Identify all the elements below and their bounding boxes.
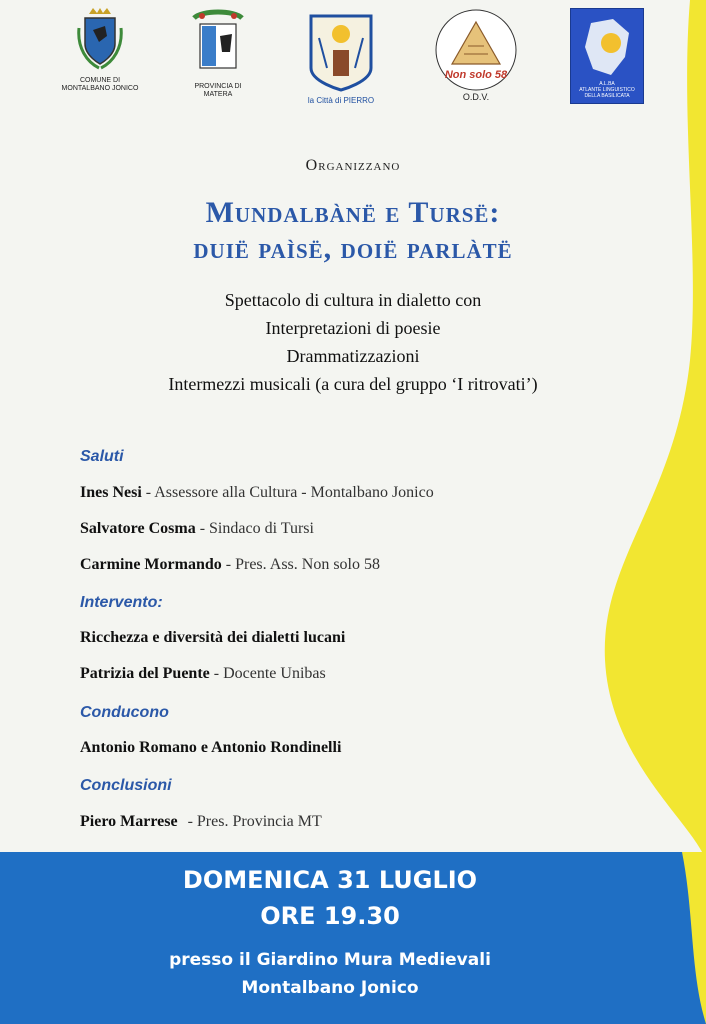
basilicata-map-icon (571, 13, 643, 83)
description-line: Intermezzi musicali (a cura del gruppo ‘I ritrovati’) (168, 374, 538, 394)
speaker-role: - Assessore alla Cultura - Montalbano Jonico (145, 484, 434, 501)
event-date: DOMENICA 31 LUGLIO (182, 866, 478, 894)
event-place-line-2: Montalbano Jonico (241, 978, 419, 998)
logo-non-solo-58 (428, 8, 524, 101)
logo-caption: MATERA (203, 91, 233, 98)
program-entry (80, 520, 314, 538)
logo-caption: Non solo 58 (444, 69, 508, 81)
logo-citta-di-pierro (296, 8, 386, 105)
montalbano-coat-of-arms-icon (77, 8, 123, 72)
atlante-linguistico-basilicata-logo-icon (570, 8, 644, 104)
speaker-name: Carmine Mormando (80, 556, 222, 573)
hosts-names: Antonio Romano e Antonio Rondinelli (80, 739, 342, 756)
title-line-2: duië paìsë, doië parlàtë (193, 232, 513, 265)
logo-caption: MONTALBANO JONICO (61, 85, 139, 92)
logo-atlante-linguistico (570, 8, 644, 104)
section-label-intervento: Intervento: (80, 594, 163, 611)
speaker-name: Patrizia del Puente (80, 665, 210, 682)
logo-montalbano (60, 8, 140, 93)
event-place-line-1: presso il Giardino Mura Medievali (169, 950, 491, 970)
speaker-role: - Sindaco di Tursi (199, 520, 314, 537)
section-label-conclusioni: Conclusioni (80, 777, 172, 794)
logo-caption: O.D.V. (462, 92, 490, 102)
topic-title: Ricchezza e diversità dei dialetti lucani (80, 629, 346, 646)
intervento-topic (80, 629, 345, 647)
event-info-band (0, 852, 706, 1024)
organizzano-label: Organizzano (305, 157, 401, 174)
provincia-matera-coat-of-arms-icon (188, 8, 248, 78)
non-solo-58-logo-icon (434, 8, 518, 92)
speaker-role: - Docente Unibas (213, 665, 326, 682)
program-entry (80, 484, 434, 502)
citta-di-pierro-emblem-icon (305, 8, 377, 92)
description-line: Drammatizzazioni (286, 346, 420, 366)
program-entry (80, 665, 326, 683)
speaker-name: Piero Marrese (80, 813, 178, 830)
speaker-name: Ines Nesi (80, 484, 142, 501)
speaker-role: - Pres. Ass. Non solo 58 (225, 556, 380, 573)
logo-caption: ATLANTE LINGUISTICO DELLA BASILICATA (579, 87, 635, 99)
title-line-1: Mundalbànë e Tursë: (205, 196, 501, 229)
logo-provincia-matera (180, 8, 256, 99)
speaker-name: Salvatore Cosma (80, 520, 196, 537)
logo-caption: A.L.BA (599, 81, 615, 87)
logo-caption: PROVINCIA DI (194, 83, 242, 90)
logo-caption: la Città di PIERRO (307, 96, 375, 105)
event-time: ORE 19.30 (260, 902, 400, 930)
description-line: Spettacolo di cultura in dialetto con (224, 290, 482, 310)
program-entry (80, 556, 380, 574)
section-label-saluti: Saluti (80, 448, 124, 465)
program-entry (80, 739, 341, 757)
logo-bar (0, 8, 706, 118)
logo-caption: COMUNE DI (79, 77, 121, 84)
description-line: Interpretazioni di poesie (265, 318, 441, 338)
section-label-conducono: Conducono (80, 704, 169, 721)
speaker-role: - Pres. Provincia MT (187, 813, 322, 830)
program-entry (80, 813, 322, 831)
